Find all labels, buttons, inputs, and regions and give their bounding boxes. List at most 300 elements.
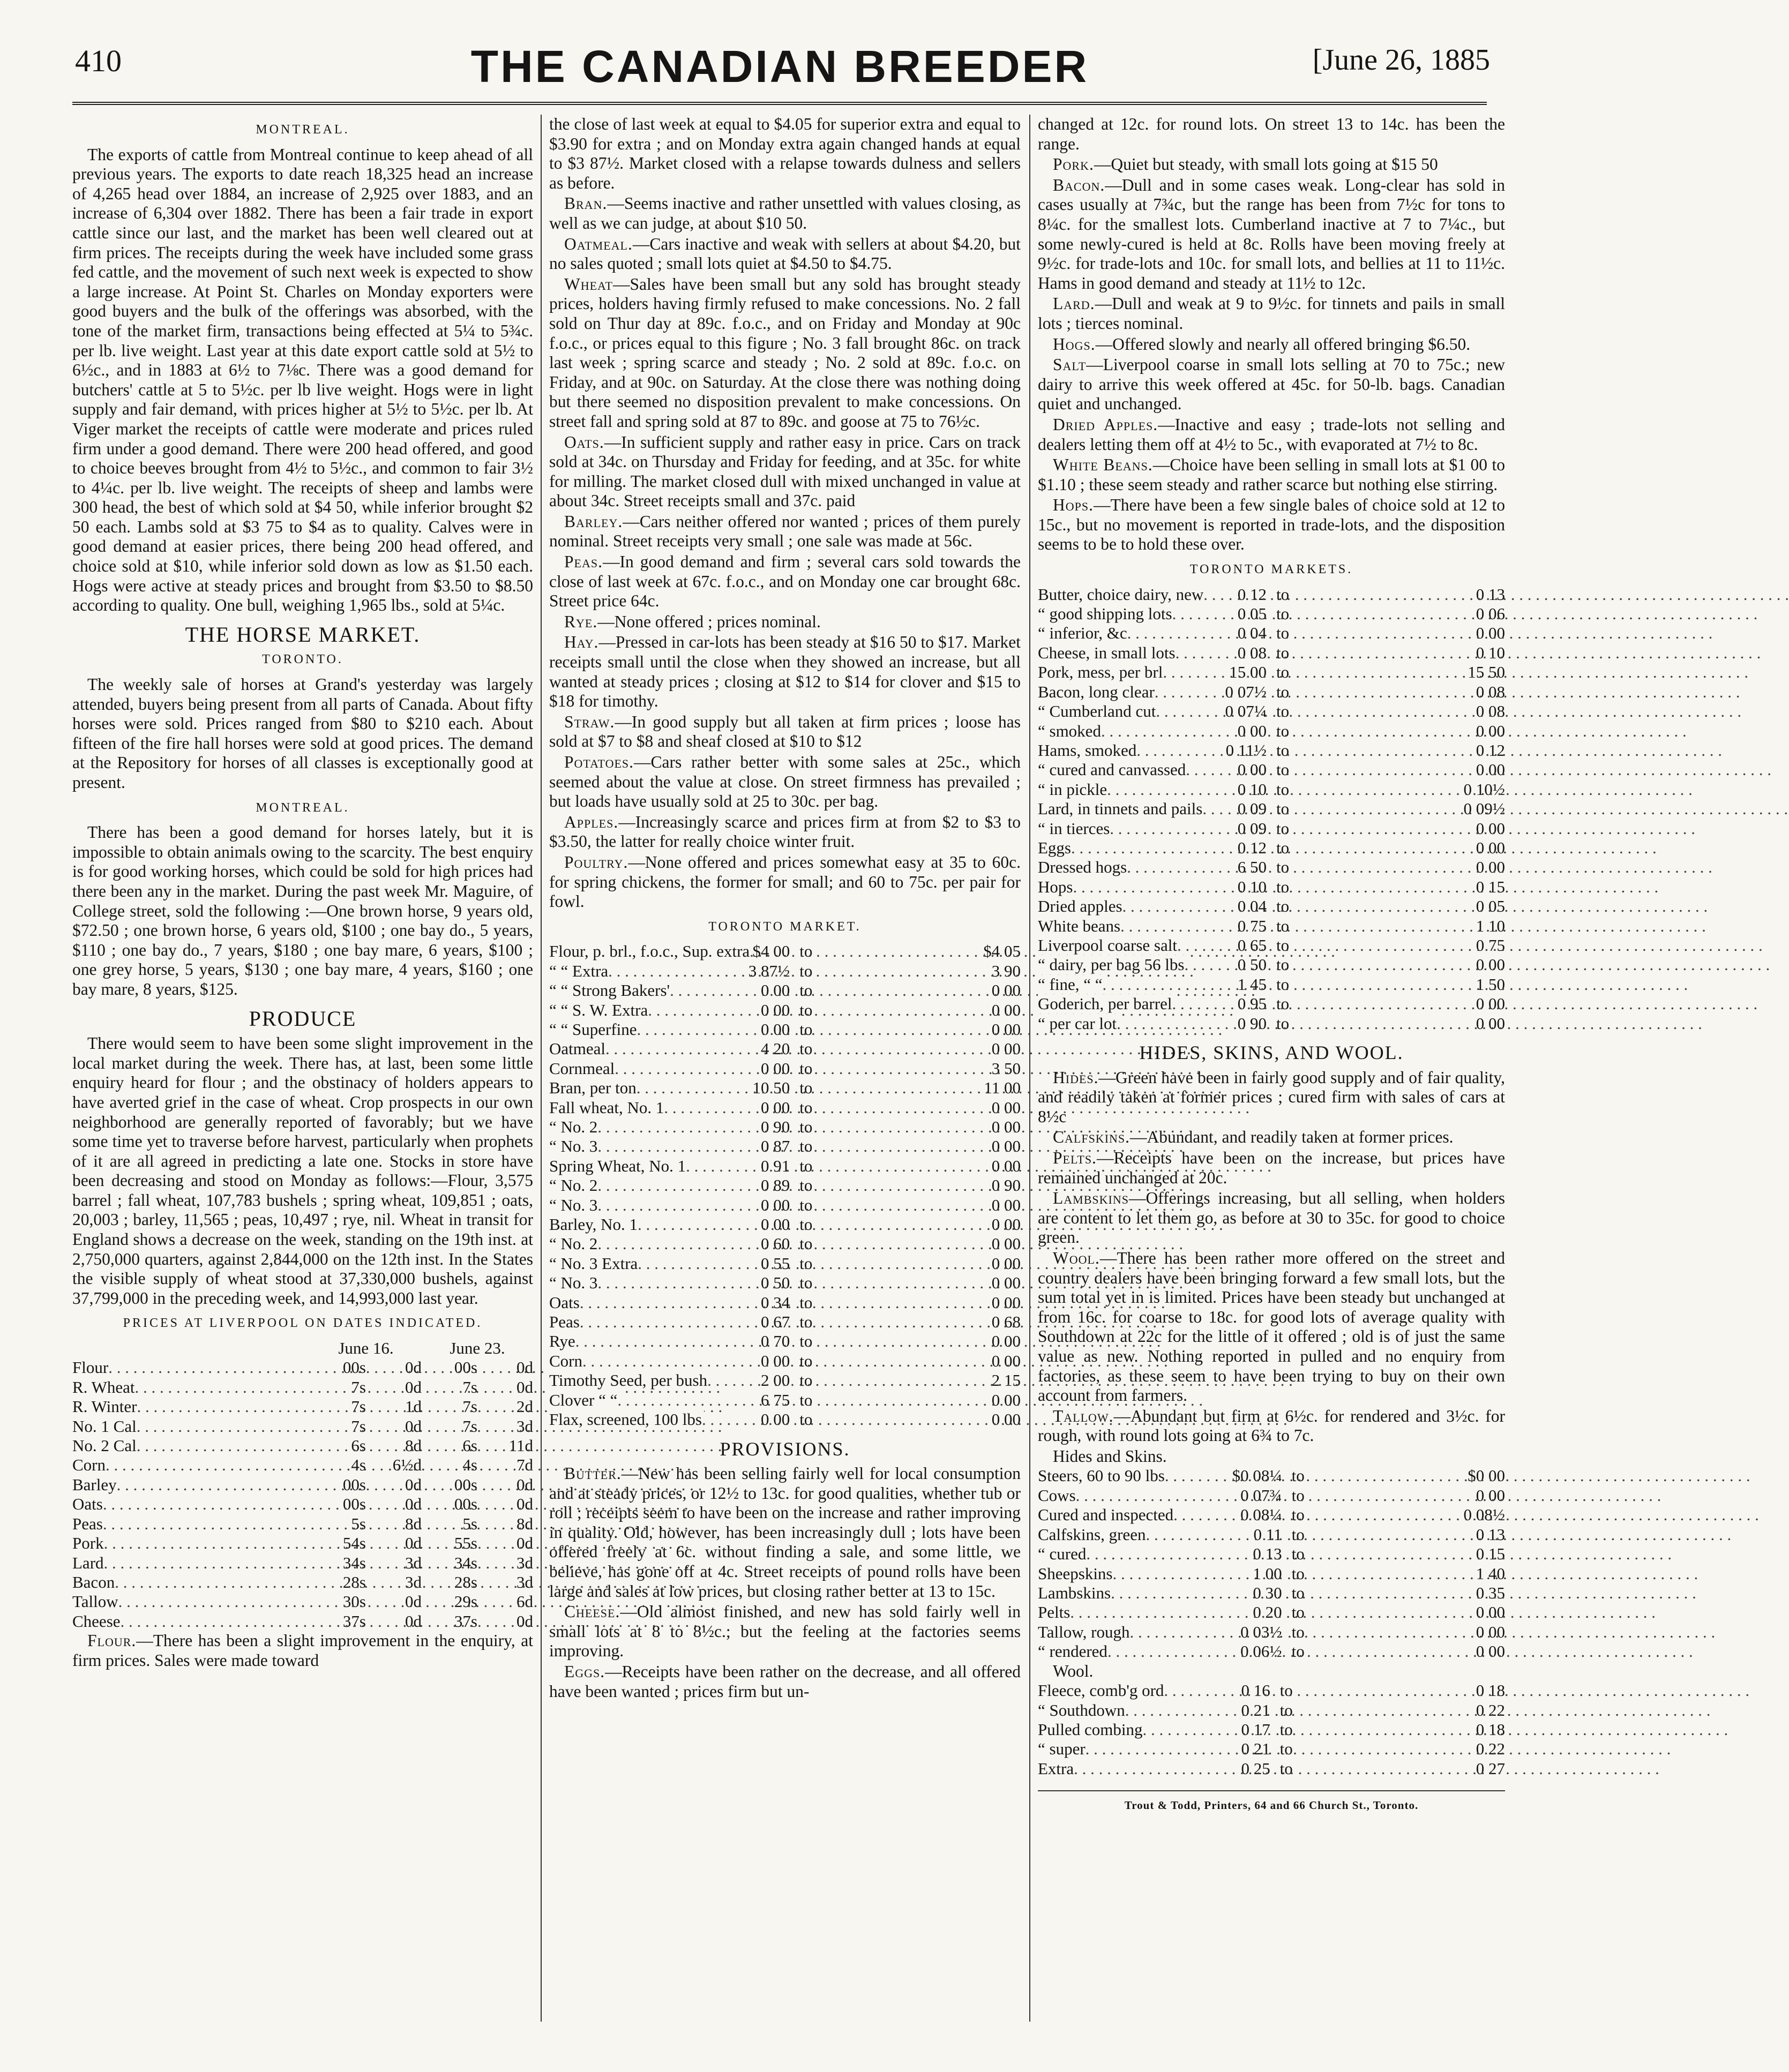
page-header: [0, 43, 1560, 102]
row-label: “ per car lot . . .: [1038, 1014, 1119, 1033]
row-label-cell: [1038, 1622, 1130, 1642]
article-paragraph: [1038, 1189, 1505, 1248]
row-label-cell: [1038, 916, 1121, 936]
table-row: [1038, 1583, 1505, 1603]
row-label-cell: [72, 1417, 310, 1436]
row-label: “ Cumberland cut . . .: [1038, 702, 1158, 720]
article-paragraph: [549, 194, 1021, 233]
table-row: [549, 981, 1021, 1000]
row-label-cell: [1038, 721, 1101, 741]
table-row: [1038, 780, 1505, 799]
table-row: [549, 1371, 1021, 1390]
table-row: [549, 1254, 1021, 1273]
table-row: [1038, 1759, 1505, 1778]
table-row: [549, 1293, 1021, 1312]
table-row: [549, 1059, 1021, 1078]
row-label: Oatmeal . . .: [549, 1039, 608, 1058]
row-label-cell: [72, 1495, 310, 1514]
row-label: “ cured . . .: [1038, 1544, 1088, 1563]
row-label: Steers, 60 to 90 lbs . . .: [1038, 1466, 1167, 1485]
row-label-cell: [72, 1475, 310, 1495]
row-label-cell: [1038, 682, 1155, 702]
table-row: [1038, 975, 1505, 994]
paragraph-text: —Old almost finished, and new has sold fairly well in small lots at 8 to 8½c.; but the feeling at the factories seems improving.: [549, 1602, 1021, 1661]
table-row: [1038, 858, 1505, 877]
article-paragraph: [549, 853, 1021, 912]
paragraph-lead: Peas.: [564, 552, 603, 572]
row-label-cell: [1038, 1466, 1165, 1485]
paragraph-lead: Pork.: [1053, 155, 1094, 174]
table-row: [1038, 624, 1505, 643]
row-label-cell: [1038, 955, 1185, 974]
paragraph-lead: Apples.: [564, 812, 619, 831]
row-label: “ in pickle . . .: [1038, 780, 1109, 799]
row-label-cell: [72, 1612, 310, 1631]
paragraph-lead: Dried Apples.: [1053, 415, 1158, 434]
table-row: [72, 1592, 533, 1611]
row-label: Peas . . .: [72, 1514, 105, 1533]
table-row: [72, 1553, 533, 1573]
paragraph-lead: Barley.: [564, 512, 623, 531]
table-row: [1038, 741, 1505, 760]
table-row: [549, 962, 1021, 981]
table-row: [72, 1573, 533, 1592]
article-paragraph: [549, 612, 1021, 632]
table-row: [72, 1612, 533, 1631]
column-1: [72, 115, 533, 2038]
table-row: [72, 1534, 533, 1553]
section-heading: THE HORSE MARKET.: [185, 622, 421, 647]
article-paragraph: [1038, 1128, 1505, 1147]
row-label-cell: [1038, 1700, 1125, 1720]
table-row: [549, 1312, 1021, 1332]
column-divider: [541, 115, 542, 2022]
table-row: [1038, 1544, 1505, 1564]
row-label: Oats . . .: [72, 1495, 105, 1513]
row-label: “ super . . .: [1038, 1739, 1088, 1758]
row-label-cell: [549, 1371, 708, 1390]
row-label-cell: [549, 1312, 580, 1332]
row-label: R. Winter . . .: [72, 1397, 139, 1416]
table-row: [549, 942, 1021, 961]
paragraph-text: —Inactive and easy ; trade-lots not selling and dealers letting them off at 4½ to 5c., with evaporated at 7½ to 8c.: [1038, 415, 1505, 454]
row-label-cell: [1038, 799, 1203, 819]
paragraph-lead: Salt: [1053, 355, 1087, 374]
row-label: Bacon, long clear . . .: [1038, 682, 1157, 701]
masthead-title: THE CANADIAN BREEDER: [470, 41, 1089, 92]
row-label-cell: [1038, 643, 1176, 663]
row-label: Hams, smoked . . .: [1038, 741, 1139, 760]
table-row: [1038, 1564, 1505, 1583]
row-label-cell: [549, 1137, 598, 1156]
paragraph-text: —Increasingly scarce and prices firm at from $2 to $3 to $3.50, the latter for really choice winter fruit.: [549, 812, 1021, 851]
row-label: “ “ Strong Bakers' . . .: [549, 981, 672, 1000]
table-row: [72, 1455, 533, 1475]
table-row: [72, 1397, 533, 1416]
row-label-cell: [1038, 974, 1103, 994]
row-label-cell: [549, 1293, 580, 1312]
table-row: [1038, 838, 1505, 858]
article-paragraph: changed at 12c. for round lots. On street 13 to 14c. has been the range.: [1038, 115, 1505, 153]
subsection-heading: MONTREAL.: [256, 800, 350, 815]
row-label: “ Southdown . . .: [1038, 1701, 1127, 1720]
paragraph-lead: Hay.: [564, 633, 599, 652]
row-label: “ “ Extra . . .: [549, 962, 610, 980]
article-paragraph: [1038, 335, 1505, 355]
paragraph-lead: Potatoes.: [564, 753, 634, 771]
table-row: [72, 1514, 533, 1534]
row-label-cell: [549, 1098, 664, 1117]
table-row: [549, 1215, 1021, 1234]
article-paragraph: The exports of cattle from Montreal continue to keep ahead of all previous years. The exports to date reach 18,325 head an increase of 4,265 head over 1884, an increase of 2,925 over 1883, and an increase of 6,304 over 1882. There has been a fair trade in export cattle since our last, and the market has been well cleared out at firm prices. The receipts during the week have included some grass fed cattle, and the movement of such next week is expected to show a large increase. At Point St. Charles on Monday exporters were good buyers and the bulk of the offerings was absorbed, with the tone of the market firm, transactions being effected at 5¼ to 5¾c. per lb. live weight. Last year at this date export cattle sold at 5½ to 6½c., and in 1883 at 6½ to 7⅛c. There was a good demand for butchers' cattle at 5 to 5½c. per lb live weight. Hogs were in light supply and fair demand, with prices higher at 5½ to 5½c. per lb. At Viger market the receipts of cattle were moderate and prices ruled firm under a good demand. There were 200 head offered, and good to choice beeves brought from 4½ to 5½c., and common to fair 3½ to 4¼c. per lb. live weight. The receipts of sheep and lambs were 300 head, the best of which sold at $4 50, while inferior brought $2 50 each. Lambs sold at $3 75 to $4 as to quality. Calves were in good demand at easier prices, there being 200 head offered, and choice sold at $10, while inferior sold down as low as $1.50 each. Hogs were active at steady prices and brought from $3.50 to $8.50 according to quality. One bull, weighing 1,965 lbs., sold at 5¼c.: [72, 145, 533, 615]
table-row: [72, 1495, 533, 1514]
row-label-cell: [549, 1058, 615, 1078]
row-label: Fleece, comb'g ord . . .: [1038, 1681, 1166, 1700]
paragraph-lead: Lambskins: [1053, 1189, 1129, 1208]
row-label-cell: [1038, 1525, 1146, 1544]
table-heading: TORONTO MARKET.: [708, 919, 862, 934]
toronto-markets-table: [1038, 585, 1505, 1033]
table-heading: PRICES AT LIVERPOOL ON DATES INDICATED.: [123, 1316, 483, 1331]
table-row: [1038, 1681, 1505, 1700]
paragraph-lead: Eggs.: [564, 1662, 605, 1681]
paragraph-lead: Wheat: [564, 274, 613, 294]
row-label: Oats . . .: [549, 1293, 582, 1312]
paragraph-text: —New has been selling fairly well for local consumption and at steady prices, or 12½ to 13c. for good qualities, whether tub or roll ; receipts seem to have been on the increase and rather improving in quality. Old, however, has been increasingly dull ; lots have been offered freely at 6c. without finding a sale, and some little, we believe, has gone off at 4c. Street receipts of pound rolls have been large and sales at low prices, but closing rather better at 13 to 15c.: [549, 1464, 1021, 1601]
row-label-cell: [1038, 897, 1122, 916]
wool-table: [1038, 1681, 1505, 1778]
row-label: “ No. 2 . . .: [549, 1234, 600, 1253]
table-row: [549, 1391, 1021, 1410]
row-label: Extra . . .: [1038, 1759, 1076, 1778]
paragraph-lead: Poultry.: [564, 852, 628, 872]
table-row: [72, 1378, 533, 1397]
row-label-cell: [1038, 584, 1204, 604]
paragraph-text: —In good supply but all taken at firm prices ; loose has sold at $7 to $8 and sheaf closed at $10 to $12: [549, 712, 1021, 751]
paragraph-lead: Bran.: [564, 194, 608, 213]
table-row: [549, 1176, 1021, 1195]
column-header: June 23.: [450, 1339, 505, 1358]
row-label-cell: [1038, 1505, 1174, 1525]
row-label-cell: [1038, 702, 1156, 721]
row-label-cell: [1038, 935, 1177, 955]
row-label: Fall wheat, No. 1 . . .: [549, 1098, 666, 1117]
table-row: [72, 1358, 533, 1377]
table-row: [1038, 702, 1505, 721]
row-label-cell: [1038, 838, 1071, 858]
row-label-cell: [72, 1436, 310, 1455]
row-label: Dried apples . . .: [1038, 897, 1125, 915]
hides-skins-table: [1038, 1466, 1505, 1661]
paragraph-text: —Quiet but steady, with small lots going at $15 50: [1094, 155, 1438, 174]
article-paragraph: [1038, 176, 1505, 294]
row-label: Lambskins . . .: [1038, 1583, 1113, 1602]
row-label: Bacon . . .: [72, 1573, 117, 1591]
page-number: 410: [75, 43, 122, 78]
row-label: Dressed hogs . . .: [1038, 858, 1129, 876]
issue-date: [June 26, 1885: [1312, 43, 1490, 77]
row-label-cell: [549, 1234, 598, 1253]
header-rule: [72, 102, 1487, 105]
article-paragraph: There has been a good demand for horses lately, but it is impossible to obtain animals owing to the scarcity. The best enquiry is for good working horses, which could be sold for high prices had there been any in the market. During the past week Mr. Maguire, of College street, sold the following :—One brown horse, 9 years old, $72.50 ; one brown horse, 6 years old, $100 ; one bay do., 5 years, $110 ; one bay do., 7 years, $180 ; one bay mare, 6 years, $100 ; one grey horse, 5 years, $130 ; one bay mare, 4 years, $160 ; one bay mare, 8 years, $125.: [72, 823, 533, 999]
row-label: Tallow . . .: [72, 1592, 121, 1611]
row-label: Flax, screened, 100 lbs . . .: [549, 1410, 704, 1429]
row-label: “ No. 2 . . .: [549, 1117, 600, 1136]
row-label: Lard . . .: [72, 1553, 106, 1572]
article-paragraph: [1038, 455, 1505, 494]
row-label: “ fine, “ “ . . .: [1038, 975, 1104, 994]
row-label-cell: [549, 1351, 582, 1371]
article-paragraph: [1038, 155, 1505, 175]
row-label-cell: [549, 1410, 702, 1429]
article-paragraph: [549, 813, 1021, 852]
table-row: [1038, 585, 1505, 604]
article-paragraph: [549, 633, 1021, 711]
paragraph-lead: Rye.: [564, 612, 598, 631]
row-label-cell: [549, 1156, 686, 1176]
article-paragraph: the close of last week at equal to $4.05 for superior extra and equal to $3.90 for extra ; and on Monday extra again changed hands at equal to $3 87½. Market closed with a relapse towards dulness and sellers as before.: [549, 115, 1021, 192]
paragraph-lead: Cheese.: [564, 1602, 620, 1621]
table-row: [1038, 1720, 1505, 1739]
subsection-heading: Wool.: [1053, 1661, 1094, 1680]
row-label-cell: [549, 1215, 638, 1234]
row-label: Eggs . . .: [1038, 838, 1073, 857]
table-heading: TORONTO MARKETS.: [1189, 562, 1353, 577]
table-row: [1038, 1603, 1505, 1622]
row-label-cell: [549, 981, 670, 1000]
row-label-cell: [72, 1534, 310, 1553]
row-label-cell: [1038, 877, 1073, 897]
paragraph-text: —Seems inactive and rather unsettled with values closing, as well as we can judge, at about $10 50.: [549, 194, 1021, 232]
article-paragraph: [1038, 1148, 1505, 1188]
row-label: Cows . . .: [1038, 1486, 1078, 1505]
subsection-heading: TORONTO.: [262, 652, 343, 667]
row-label-cell: [549, 1253, 638, 1273]
table-row: [549, 1117, 1021, 1137]
row-label-cell: [72, 1455, 310, 1475]
row-label: “ No. 3 Extra . . .: [549, 1254, 640, 1273]
row-label: No. 1 Cal . . .: [72, 1417, 139, 1436]
paragraph-text: —Green have been in fairly good supply and of fair quality, and readily taken at former prices ; cured firm with sales of cars at 8½c: [1038, 1068, 1505, 1126]
column-2: [549, 115, 1021, 2038]
row-label-cell: [1038, 1739, 1086, 1759]
section-heading: MONTREAL.: [256, 123, 350, 137]
table-row: [549, 1332, 1021, 1351]
article-paragraph: [1038, 1407, 1505, 1446]
table-row: [1038, 955, 1505, 974]
table-row: [1038, 1014, 1505, 1033]
row-label-cell: [72, 1573, 310, 1592]
row-label: Hops . . .: [1038, 877, 1075, 896]
row-label-cell: [1038, 1014, 1117, 1033]
paragraph-lead: Flour.: [87, 1631, 137, 1650]
paragraph-text: —Sales have been small but any sold has brought steady prices, holders having firmly refused to make concessions. No. 2 fall sold on Thur day at 89c. f.o.c., and on Friday and Monday at 90c f.o.c., or prices equal to this figure ; No. 3 fall brought 86c. on track last week ; spring scarce and steady ; No. 2 sold at 89c. f.o.c. on Friday, and at 90c. on Saturday. At the close there was nothing doing but there seemed no disposition prevalent to make concessions. On street fall and spring sold at 87 to 89c. and goose at 75 to 76½c.: [549, 274, 1021, 431]
table-row: [549, 1039, 1021, 1058]
row-label-cell: [549, 1332, 573, 1351]
liverpool-price-table: [72, 1339, 533, 1631]
paragraph-lead: Tallow.: [1053, 1406, 1114, 1425]
row-label: “ “ S. W. Extra . . .: [549, 1001, 650, 1019]
row-label: Barley . . .: [72, 1475, 119, 1494]
paragraph-text: —In sufficient supply and rather easy in price. Cars on track sold at 34c. on Thursday and Friday for feeding, and at 35c. for white for milling. The market closed dull with mixed unchanged in value at about 34c. Street receipts small and 37c. paid: [549, 432, 1021, 511]
table-row: [1038, 1701, 1505, 1720]
paragraph-text: —Choice have been selling in small lots at $1 00 to $1.10 ; these seem steady and rather scarce but nothing else stirring.: [1038, 455, 1505, 494]
row-label-cell: [549, 1117, 598, 1137]
article-paragraph: [549, 275, 1021, 432]
table-row: [549, 1273, 1021, 1293]
article-paragraph: [549, 1464, 1021, 1601]
table-row: [1038, 1525, 1505, 1544]
paragraph-text: —Offerings increasing, but all selling, when holders are content to let them go, as before at 30 to 35c. for good to choice green.: [1038, 1189, 1505, 1247]
table-row: [549, 1020, 1021, 1039]
row-label-cell: [1038, 1759, 1074, 1778]
row-label-cell: [1038, 1564, 1113, 1583]
row-label-cell: [549, 1078, 637, 1098]
paragraph-text: —Cars rather better with some sales at 25c., which seemed about the value at close. On street firmness has prevailed ; but loads have usually sold at 25 to 30c. per bag.: [549, 753, 1021, 811]
paragraph-text: —None offered ; prices nominal.: [597, 612, 821, 631]
paragraph-lead: Bacon.: [1053, 175, 1105, 194]
paragraph-text: —Abundant, and readily taken at former prices.: [1130, 1128, 1454, 1147]
paragraph-lead: Oats.: [564, 432, 604, 452]
article-paragraph: [549, 235, 1021, 274]
toronto-market-table: [549, 942, 1021, 1429]
paragraph-text: —Dull and in some cases weak. Long-clear has sold in cases usually at 7¾c, but the range has been from 7½c for tons to 8¼c. for the smallest lots. Cumberland inactive at 7 to 7¼c., but some newly-cured is held at 8c. Rolls have been moving freely at 9½c. for trade-lots and 10c. for small lots, and bellies at 11 to 11½c. Hams in good demand and steady at 11½ to 12c.: [1038, 175, 1505, 292]
article-paragraph: There would seem to have been some slight improvement in the local market during the week. There has, at last, been some little enquiry heard for flour ; and the obstinacy of holders appears to have averted grief in the case of wheat. Crop prospects in our own neighborhood are generally reported of favorably; but we have some time yet to traverse before harvest, particularly when prophets of it are all agreed in predicting a late one. Stocks in store have been decreasing and stood on Monday as follows:—Flour, 3,575 barrel ; fall wheat, 107,783 bushels ; spring wheat, 109,851 ; oats, 20,003 ; barley, 11,565 ; peas, 10,497 ; rye, nil. Wheat in transit for England shows a decrease on the week, standing on the 19th inst. at 2,750,000 quarters, against 2,844,000 on the 12th inst. In the States the visible supply of wheat stood at 37,330,000 bushels, against 37,799,000 in the preceding week, and 14,993,000 last year.: [72, 1034, 533, 1308]
article-paragraph: [1038, 1068, 1505, 1127]
row-label: Calfskins, green . . .: [1038, 1525, 1148, 1544]
row-label: Pork, mess, per brl . . .: [1038, 663, 1165, 681]
table-row: [549, 1234, 1021, 1253]
row-label-cell: [549, 1273, 598, 1293]
row-label: “ cured and canvassed . . .: [1038, 760, 1188, 779]
row-label-cell: [1038, 858, 1127, 877]
row-label: White beans . . .: [1038, 917, 1122, 935]
row-label: Butter, choice dairy, new . . .: [1038, 585, 1206, 604]
paragraph-lead: White Beans.: [1053, 455, 1153, 475]
row-label: Sheepskins . . .: [1038, 1564, 1115, 1583]
row-label-cell: [1038, 1681, 1164, 1700]
table-header-row: [72, 1339, 533, 1358]
article-paragraph: [1038, 496, 1505, 554]
paragraph-lead: Wool.: [1053, 1248, 1100, 1267]
article-paragraph: [549, 433, 1021, 511]
paragraph-lead: Pelts.: [1053, 1148, 1097, 1167]
row-label: Corn . . .: [549, 1352, 585, 1370]
paragraph-lead: Butter.: [564, 1464, 622, 1483]
row-label-cell: [1038, 1642, 1107, 1661]
table-row: [1038, 663, 1505, 682]
paragraph-text: —Receipts have been rather on the decrease, and all offered have been wanted ; prices firm but un-: [549, 1662, 1021, 1701]
row-label: “ No. 3 . . .: [549, 1196, 600, 1214]
table-row: [1038, 1642, 1505, 1661]
printer-imprint: Trout & Todd, Printers, 64 and 66 Church St., Toronto.: [1038, 1790, 1505, 1815]
row-label: Peas . . .: [549, 1312, 582, 1331]
paragraph-text: —Dull and weak at 9 to 9½c. for tinnets and pails in small lots ; tierces nominal.: [1038, 294, 1505, 333]
row-label: Rye . . .: [549, 1332, 578, 1350]
paragraph-text: —There have been a few single bales of choice sold at 12 to 15c., but no movement is reported in trade-lots, and the disposition seems to be to hold these over.: [1038, 496, 1505, 554]
table-row: [1038, 643, 1505, 663]
paragraph-lead: Straw.: [564, 712, 615, 731]
paragraph-lead: Lard.: [1053, 294, 1095, 313]
row-label: Tallow, rough . . .: [1038, 1623, 1132, 1641]
row-label: Flour, p. brl., f.o.c., Sup. extra . . .: [549, 942, 752, 960]
article-paragraph: [72, 1631, 533, 1670]
table-row: [549, 1137, 1021, 1156]
table-row: [549, 1001, 1021, 1020]
row-label-cell: [1038, 779, 1107, 799]
table-row: [1038, 994, 1505, 1014]
paragraph-lead: Hogs.: [1053, 334, 1096, 354]
article-paragraph: [549, 512, 1021, 551]
row-label-cell: [1038, 1720, 1143, 1739]
row-label-cell: [549, 1176, 598, 1195]
paragraph-text: —In good demand and firm ; several cars sold towards the close of last week at 67c. f.o.c., and on Monday one car brought 68c. Street price 64c.: [549, 552, 1021, 611]
table-row: [1038, 1623, 1505, 1642]
row-label-cell: [72, 1514, 310, 1534]
paragraph-text: —Liverpool coarse in small lots selling at 70 to 75c.; new dairy to arrive this week offered at 45c. for 50-lb. bags. Canadian quiet and unchanged.: [1038, 355, 1505, 414]
article-paragraph: [549, 712, 1021, 752]
table-row: [1038, 819, 1505, 838]
table-row: [1038, 722, 1505, 741]
paragraph-text: —None offered and prices somewhat easy at 35 to 60c. for spring chickens, the former for small; and 60 to 75c. per pair for fowl.: [549, 852, 1021, 911]
table-row: [549, 1196, 1021, 1215]
row-label: Flour . . .: [72, 1358, 110, 1377]
row-label: “ in tierces . . .: [1038, 819, 1112, 838]
article-paragraph: The weekly sale of horses at Grand's yesterday was largely attended, buyers being present from all parts of Canada. About fifty horses were sold. Prices ranged from $80 to $210 each. About fifteen of the fire hall horses were sold at good prices. The demand at the Repository for horses of all classes is exceptionally good at present.: [72, 675, 533, 792]
paragraph-lead: Hops.: [1053, 496, 1094, 515]
article-paragraph: [1038, 294, 1505, 333]
row-label: Liverpool coarse salt . . .: [1038, 936, 1179, 955]
row-label-cell: [1038, 740, 1137, 760]
row-label: Spring Wheat, No. 1 . . .: [549, 1157, 688, 1175]
paragraph-text: —Cars neither offered nor wanted ; prices of them purely nominal. Street receipts very small ; one sale was made at 56c.: [549, 512, 1021, 551]
column-3: [1038, 115, 1505, 2038]
row-label-cell: [1038, 1603, 1071, 1622]
table-row: [1038, 760, 1505, 779]
paragraph-lead: Calfskins.: [1053, 1128, 1131, 1147]
row-label: No. 2 Cal . . .: [72, 1436, 139, 1455]
row-label: “ “ Superfine . . .: [549, 1020, 639, 1039]
paragraph-lead: Oatmeal.: [564, 234, 633, 253]
article-paragraph: [549, 1602, 1021, 1661]
row-label: Timothy Seed, per bush . . .: [549, 1371, 709, 1390]
row-label: Barley, No. 1 . . .: [549, 1215, 640, 1234]
table-row: [549, 1078, 1021, 1098]
article-paragraph: [549, 1662, 1021, 1701]
row-label-cell: [1038, 1583, 1111, 1603]
section-heading: PRODUCE: [249, 1006, 357, 1031]
row-label-cell: [549, 961, 609, 981]
table-row: [1038, 897, 1505, 916]
table-row: [1038, 1739, 1505, 1759]
table-row: [1038, 877, 1505, 897]
row-label-cell: [1038, 760, 1186, 779]
paragraph-text: —Pressed in car-lots has been steady at $16 50 to $17. Market receipts small until the close when they showed an increase, but all wanted at steady prices ; closing at $12 to $14 for clover and $15 to $18 for timothy.: [549, 633, 1021, 711]
row-label: “ No. 3 . . .: [549, 1137, 600, 1155]
paragraph-text: —There has been a slight improvement in the enquiry, at firm prices. Sales were made toward: [72, 1631, 533, 1670]
row-label: Pulled combing . . .: [1038, 1720, 1144, 1739]
table-row: [72, 1475, 533, 1495]
row-label: “ No. 2 . . .: [549, 1176, 600, 1195]
table-row: [549, 1098, 1021, 1117]
row-label-cell: [1038, 994, 1172, 1014]
column-header: June 16.: [338, 1339, 394, 1358]
table-row: [1038, 604, 1505, 624]
table-row: [549, 1410, 1021, 1429]
row-label-cell: [1038, 1485, 1076, 1505]
row-label: Cheese . . .: [72, 1612, 123, 1631]
row-label-cell: [549, 1195, 598, 1215]
